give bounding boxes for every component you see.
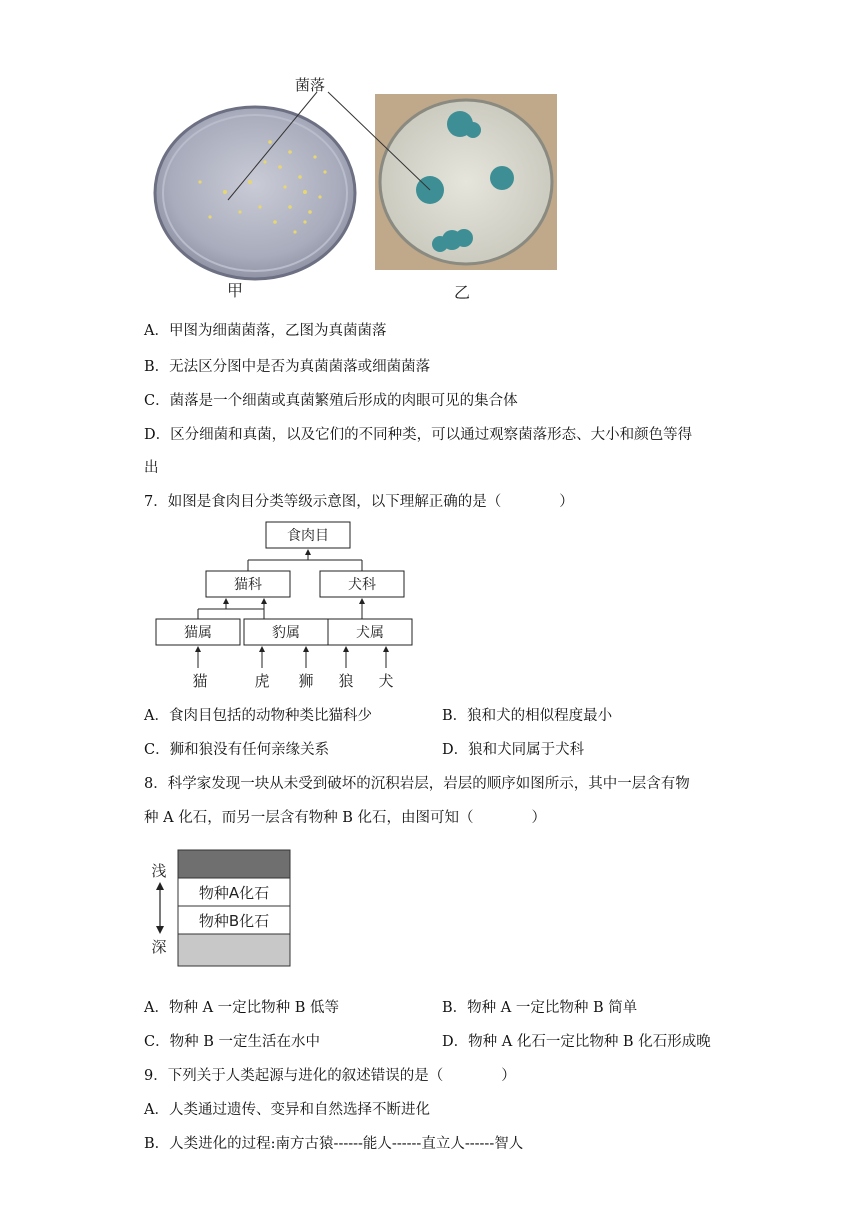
taxonomy-diagram	[150, 518, 420, 690]
node-family-cat: 猫科	[234, 577, 262, 593]
node-genus-leopard: 豹属	[272, 625, 300, 641]
q6-option-b: B．无法区分图中是否为真菌菌落或细菌菌落	[144, 359, 431, 375]
q7-option-a: A．食肉目包括的动物种类比猫科少	[144, 708, 372, 724]
node-genus-cat: 猫属	[184, 625, 212, 641]
species-lion: 狮	[298, 672, 314, 690]
layer-species-b: 物种B化石	[198, 912, 270, 930]
species-dog: 犬	[378, 672, 394, 690]
dish-a-label: 甲	[226, 281, 244, 300]
species-cat: 猫	[192, 672, 208, 690]
petri-dish-a	[155, 107, 355, 279]
colony-label: 菌落	[294, 76, 326, 94]
species-tiger: 虎	[254, 672, 270, 690]
deep-label: 深	[151, 938, 167, 956]
q8-stem-line1: 8．科学家发现一块从未受到破坏的沉积岩层，岩层的顺序如图所示，其中一层含有物	[144, 776, 690, 792]
q8-option-b: B．物种 A 一定比物种 B 简单	[442, 1000, 638, 1016]
q8-stem-line2: 种 A 化石，而另一层含有物种 B 化石，由图可知（ ）	[144, 810, 547, 826]
q8-option-d: D．物种 A 化石一定比物种 B 化石形成晚	[442, 1034, 711, 1050]
q9-option-a: A．人类通过遗传、变异和自然选择不断进化	[144, 1102, 430, 1118]
shallow-label: 浅	[151, 862, 167, 880]
node-genus-dog: 犬属	[356, 625, 384, 641]
q6-option-d: D．区分细菌和真菌，以及它们的不同种类，可以通过观察菌落形态、大小和颜色等得	[144, 427, 693, 443]
layer-species-a: 物种A化石	[198, 884, 270, 902]
rock-layers-diagram	[146, 846, 296, 970]
q7-stem: 7．如图是食肉目分类等级示意图，以下理解正确的是（ ）	[144, 494, 574, 510]
petri-dish-figure	[140, 72, 560, 308]
q8-option-a: A．物种 A 一定比物种 B 低等	[144, 1000, 340, 1016]
q9-stem: 9．下列关于人类起源与进化的叙述错误的是（ ）	[144, 1068, 516, 1084]
q6-option-c: C．菌落是一个细菌或真菌繁殖后形成的肉眼可见的集合体	[144, 393, 518, 409]
q6-option-d-cont: 出	[144, 460, 159, 476]
q7-option-d: D．狼和犬同属于犬科	[442, 742, 585, 758]
dish-b-label: 乙	[453, 283, 471, 302]
q7-option-b: B．狼和犬的相似程度最小	[442, 708, 613, 724]
q6-option-a: A．甲图为细菌菌落，乙图为真菌菌落	[144, 323, 387, 339]
q9-option-b: B．人类进化的过程:南方古猿------能人------直立人------智人	[144, 1136, 524, 1152]
node-order: 食肉目	[287, 528, 329, 544]
species-wolf: 狼	[338, 672, 354, 690]
node-family-dog: 犬科	[348, 577, 376, 593]
q8-option-c: C．物种 B 一定生活在水中	[144, 1034, 320, 1050]
q7-option-c: C．狮和狼没有任何亲缘关系	[144, 742, 330, 758]
